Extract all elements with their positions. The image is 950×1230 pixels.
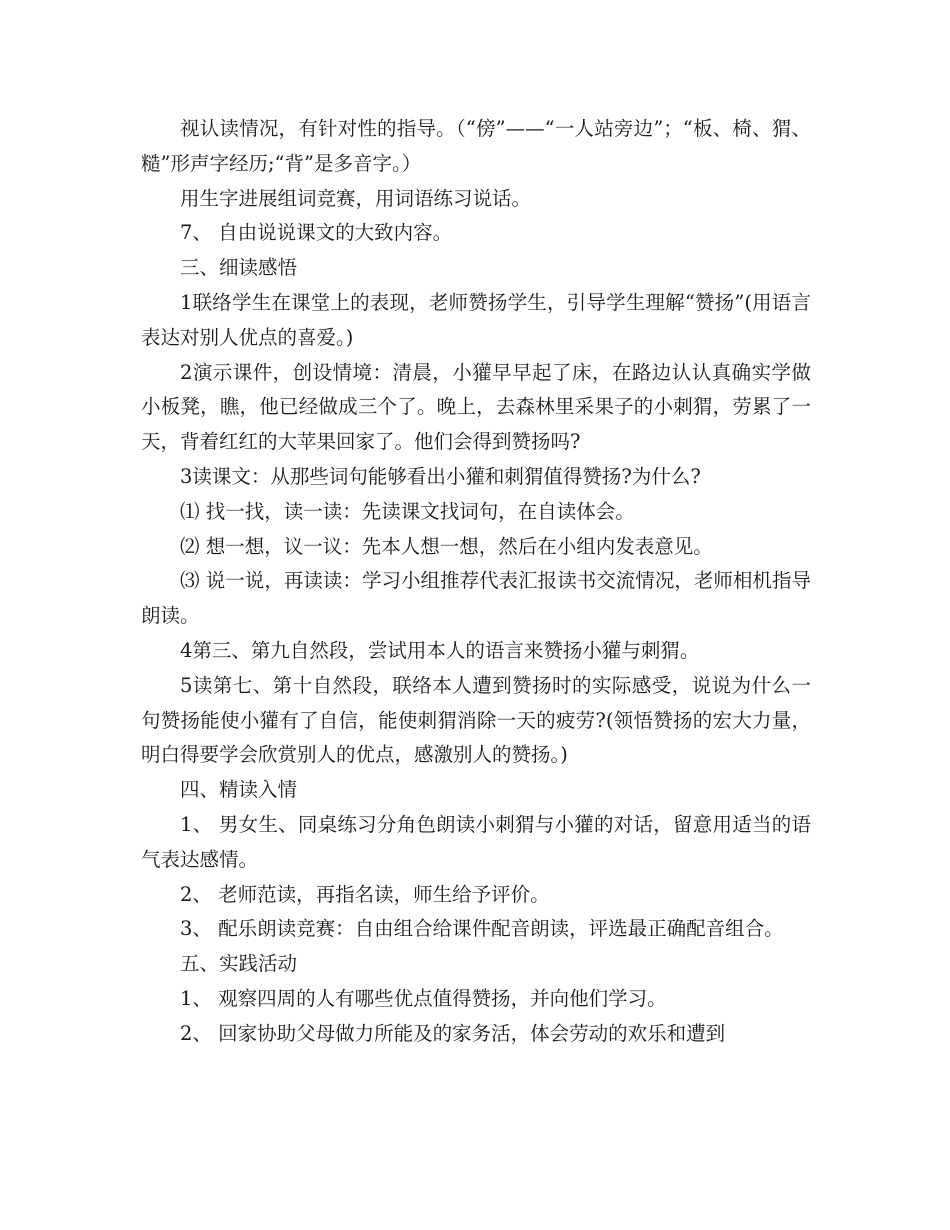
paragraph-practice-1: 1、 观察四周的人有哪些优点值得赞扬，并向他们学习。 — [180, 986, 667, 1010]
document-body — [141, 112, 811, 1052]
paragraph-reading-guidance: 视认读情况，有针对性的指导。（“傍”——“一人站旁边”；“板、椅、猬、糙”形声字经历;“背”是多音字。） — [141, 117, 811, 175]
paragraph-practice-2: 2、 回家协助父母做力所能及的家务活，体会劳动的欢乐和遭到 — [180, 1021, 726, 1045]
section-heading-4: 四、精读入情 — [180, 778, 298, 802]
paragraph-sub-2: ⑵ 想一想，议一议：先本人想一想，然后在小组内发表意见。 — [180, 534, 713, 558]
paragraph-word-contest: 用生字进展组词竞赛，用词语练习说话。 — [180, 186, 532, 210]
paragraph-sub-3: ⑶ 说一说，再读读：学习小组推荐代表汇报读书交流情况，老师相机指导朗读。 — [141, 569, 811, 628]
section-heading-5: 五、实践活动 — [180, 952, 298, 976]
section-heading-3: 三、细读感悟 — [180, 256, 298, 280]
paragraph-item-3: 3读课文：从那些词句能够看出小獾和刺猬值得赞扬?为什么? — [180, 464, 701, 488]
paragraph-item-5: 5读第七、第十自然段，联络本人遭到赞扬时的实际感受，说说为什么一句赞扬能使小獾有了自信，能使刺猬消除一天的疲劳?(领悟赞扬的宏大力量，明白得要学会欣赏别人的优点，感激别人的赞扬。) — [141, 673, 811, 767]
paragraph-read-3: 3、 配乐朗读竞赛：自由组合给课件配音朗读，评选最正确配音组合。 — [180, 917, 784, 941]
paragraph-step-7: 7、 自由说说课文的大致内容。 — [180, 221, 453, 245]
paragraph-sub-1: ⑴ 找一找，读一读：先读课文找词句，在自读体会。 — [180, 499, 635, 523]
paragraph-read-1: 1、 男女生、同桌练习分角色朗读小刺猬与小獾的对话，留意用适当的语气表达感情。 — [141, 812, 811, 871]
paragraph-item-4: 4第三、第九自然段，尝试用本人的语言来赞扬小獾与刺猬。 — [180, 638, 700, 662]
paragraph-read-2: 2、 老师范读，再指名读，师生给予评价。 — [180, 882, 550, 906]
paragraph-item-2: 2演示课件，创设情境：清晨，小獾早早起了床，在路边认认真确实学做小板凳，瞧，他已经做成三个了。晚上，去森林里采果子的小刺猬，劳累了一天，背着红红的大苹果回家了。他们会得到赞扬吗? — [141, 360, 811, 454]
paragraph-item-1: 1联络学生在课堂上的表现，老师赞扬学生，引导学生理解“赞扬”(用语言表达对别人优点的喜爱。) — [141, 290, 811, 349]
